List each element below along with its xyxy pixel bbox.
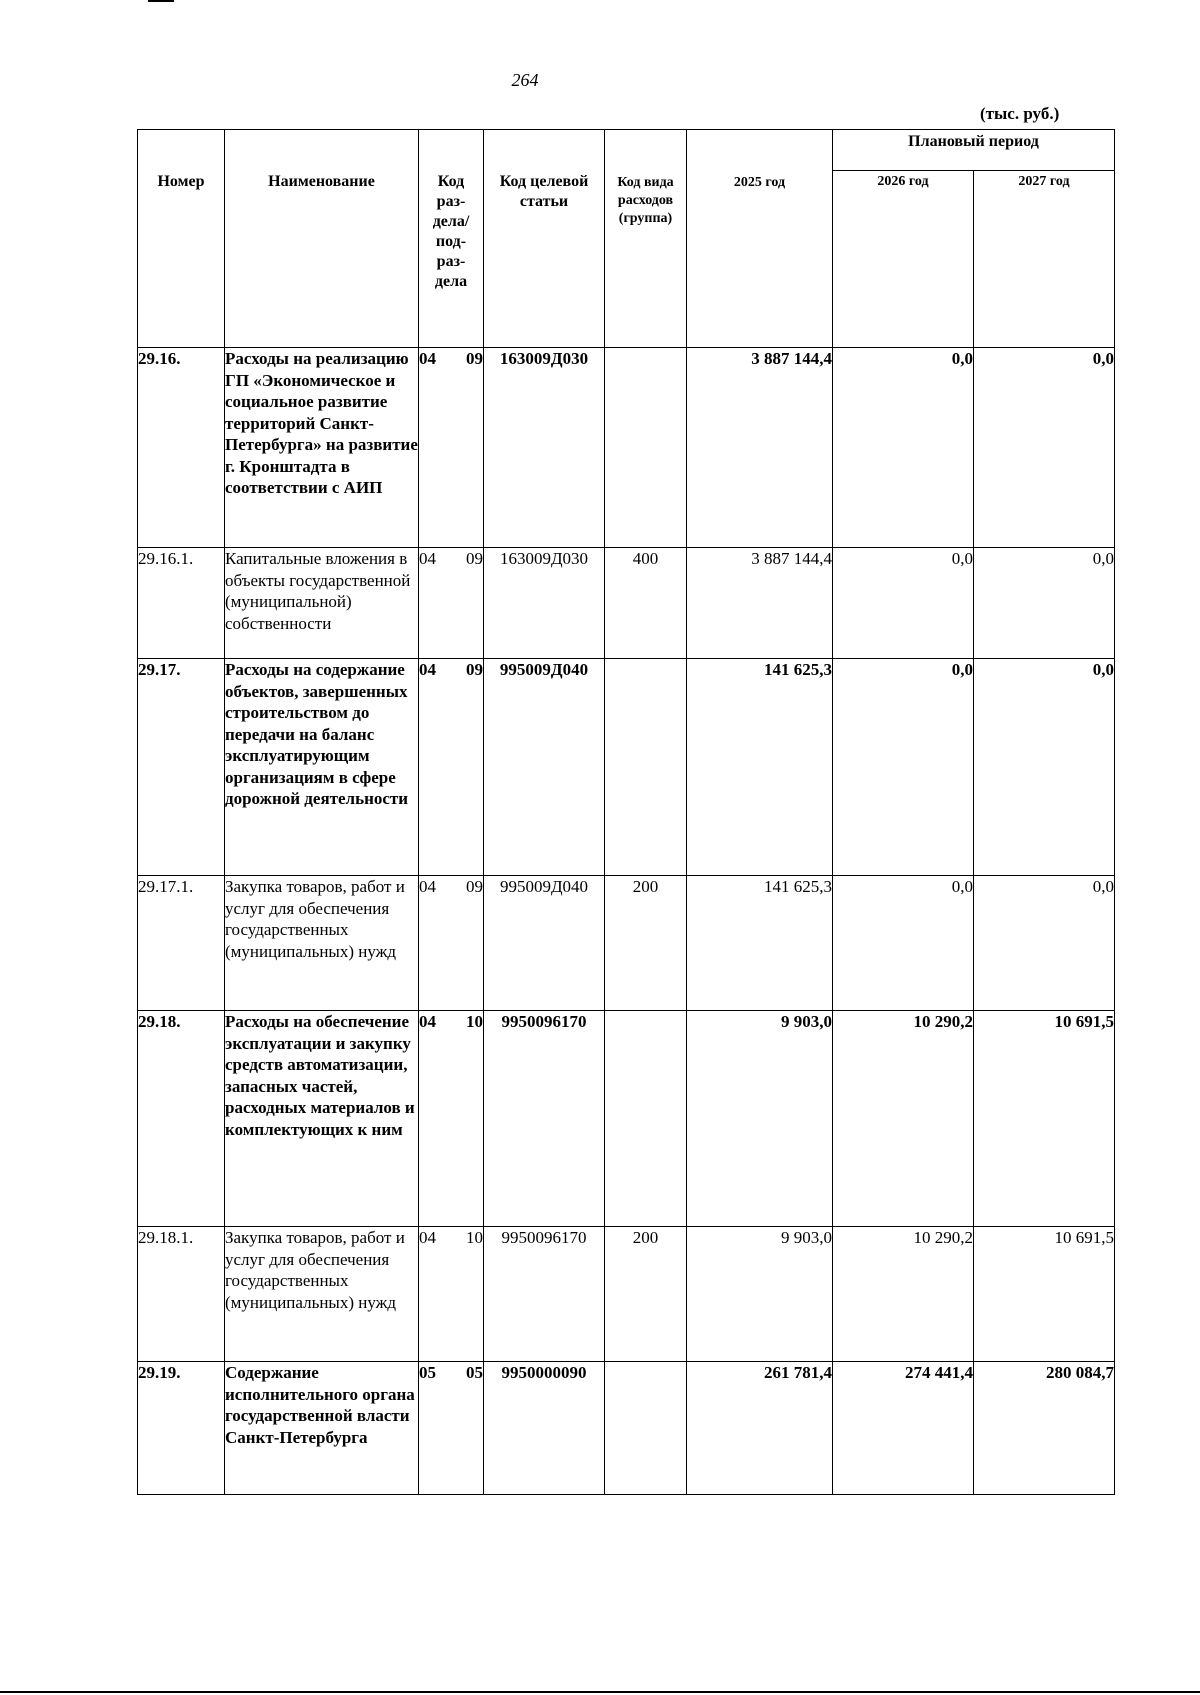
row-name: Капитальные вложения в объекты государственной (муниципальной) собственности <box>225 548 419 659</box>
table-row <box>138 1011 1115 1227</box>
row-section: 04 <box>419 660 436 679</box>
header-plan-period: Плановый период <box>833 130 1115 171</box>
row-target: 163009Д030 <box>484 348 605 548</box>
row-target: 995009Д040 <box>484 659 605 876</box>
budget-table <box>137 129 1115 1495</box>
row-2025: 3 887 144,4 <box>687 548 833 659</box>
header-2027: 2027 год <box>974 171 1115 348</box>
row-number: 29.17. <box>138 659 225 876</box>
row-2027: 10 691,5 <box>974 1227 1115 1362</box>
row-target: 9950096170 <box>484 1011 605 1227</box>
row-2025: 9 903,0 <box>687 1011 833 1227</box>
header-target: Код целевой статьи <box>484 130 605 348</box>
row-section: 04 <box>419 549 436 568</box>
row-target: 9950096170 <box>484 1227 605 1362</box>
row-2026: 10 290,2 <box>833 1227 974 1362</box>
row-group <box>605 1011 687 1227</box>
row-subsection: 10 <box>466 1228 483 1247</box>
row-name: Содержание исполнительного органа государственной власти Санкт-Петербурга <box>225 1362 419 1495</box>
row-2025: 141 625,3 <box>687 659 833 876</box>
row-group <box>605 1362 687 1495</box>
row-section: 05 <box>419 1363 436 1382</box>
row-2027: 0,0 <box>974 548 1115 659</box>
header-number: Номер <box>138 130 225 348</box>
header-row-1 <box>138 130 1115 171</box>
row-subsection: 09 <box>466 660 483 679</box>
row-section: 04 <box>419 349 436 368</box>
bottom-edge-line <box>0 1691 1200 1693</box>
top-edge-line <box>148 0 174 2</box>
row-2027: 0,0 <box>974 876 1115 1011</box>
row-2026: 0,0 <box>833 548 974 659</box>
row-name: Расходы на реализацию ГП «Экономическое и социальное развитие территорий Санкт-Петербурга» на развитие г. Кронштадта в соответствии с АИП <box>225 348 419 548</box>
row-name: Закупка товаров, работ и услуг для обеспечения государственных (муниципальных) нужд <box>225 876 419 1011</box>
header-2026: 2026 год <box>833 171 974 348</box>
row-group: 200 <box>605 1227 687 1362</box>
row-2026: 0,0 <box>833 348 974 548</box>
row-number: 29.17.1. <box>138 876 225 1011</box>
row-group: 200 <box>605 876 687 1011</box>
header-group: Код вида расходов (группа) <box>605 130 687 348</box>
row-section: 04 <box>419 1228 436 1247</box>
row-name: Расходы на содержание объектов, завершенных строительством до передачи на баланс эксплуатирующим организациям в сфере дорожной деятельности <box>225 659 419 876</box>
row-number: 29.16.1. <box>138 548 225 659</box>
header-2025: 2025 год <box>687 130 833 348</box>
row-group: 400 <box>605 548 687 659</box>
row-subsection: 05 <box>466 1363 483 1382</box>
row-2026: 0,0 <box>833 876 974 1011</box>
row-number: 29.19. <box>138 1362 225 1495</box>
row-2025: 141 625,3 <box>687 876 833 1011</box>
row-group <box>605 348 687 548</box>
header-section: Код раз-дела/ под-раз-дела <box>419 130 484 348</box>
row-number: 29.18. <box>138 1011 225 1227</box>
page-number: 264 <box>511 70 539 90</box>
row-number: 29.18.1. <box>138 1227 225 1362</box>
row-2026: 0,0 <box>833 659 974 876</box>
table-row <box>138 659 1115 876</box>
row-name: Расходы на обеспечение эксплуатации и закупку средств автоматизации, запасных частей, расходных материалов и комплектующих к ним <box>225 1011 419 1227</box>
row-subsection: 09 <box>466 549 483 568</box>
table-row <box>138 876 1115 1011</box>
row-2027: 10 691,5 <box>974 1011 1115 1227</box>
row-target: 163009Д030 <box>484 548 605 659</box>
row-2026: 10 290,2 <box>833 1011 974 1227</box>
table-row <box>138 1227 1115 1362</box>
row-2026: 274 441,4 <box>833 1362 974 1495</box>
header-name: Наименование <box>225 130 419 348</box>
row-subsection: 09 <box>466 877 483 896</box>
row-2027: 280 084,7 <box>974 1362 1115 1495</box>
row-subsection: 10 <box>466 1012 483 1031</box>
table-row <box>138 548 1115 659</box>
row-section: 04 <box>419 1012 436 1031</box>
row-number: 29.16. <box>138 348 225 548</box>
row-2025: 261 781,4 <box>687 1362 833 1495</box>
table-row <box>138 348 1115 548</box>
row-2027: 0,0 <box>974 659 1115 876</box>
row-group <box>605 659 687 876</box>
row-target: 9950000090 <box>484 1362 605 1495</box>
row-2025: 9 903,0 <box>687 1227 833 1362</box>
row-name: Закупка товаров, работ и услуг для обеспечения государственных (муниципальных) нужд <box>225 1227 419 1362</box>
row-2025: 3 887 144,4 <box>687 348 833 548</box>
row-section: 04 <box>419 877 436 896</box>
row-subsection: 09 <box>466 349 483 368</box>
row-2027: 0,0 <box>974 348 1115 548</box>
table-row <box>138 1362 1115 1495</box>
units-label: (тыс. руб.) <box>980 104 1060 123</box>
row-target: 995009Д040 <box>484 876 605 1011</box>
